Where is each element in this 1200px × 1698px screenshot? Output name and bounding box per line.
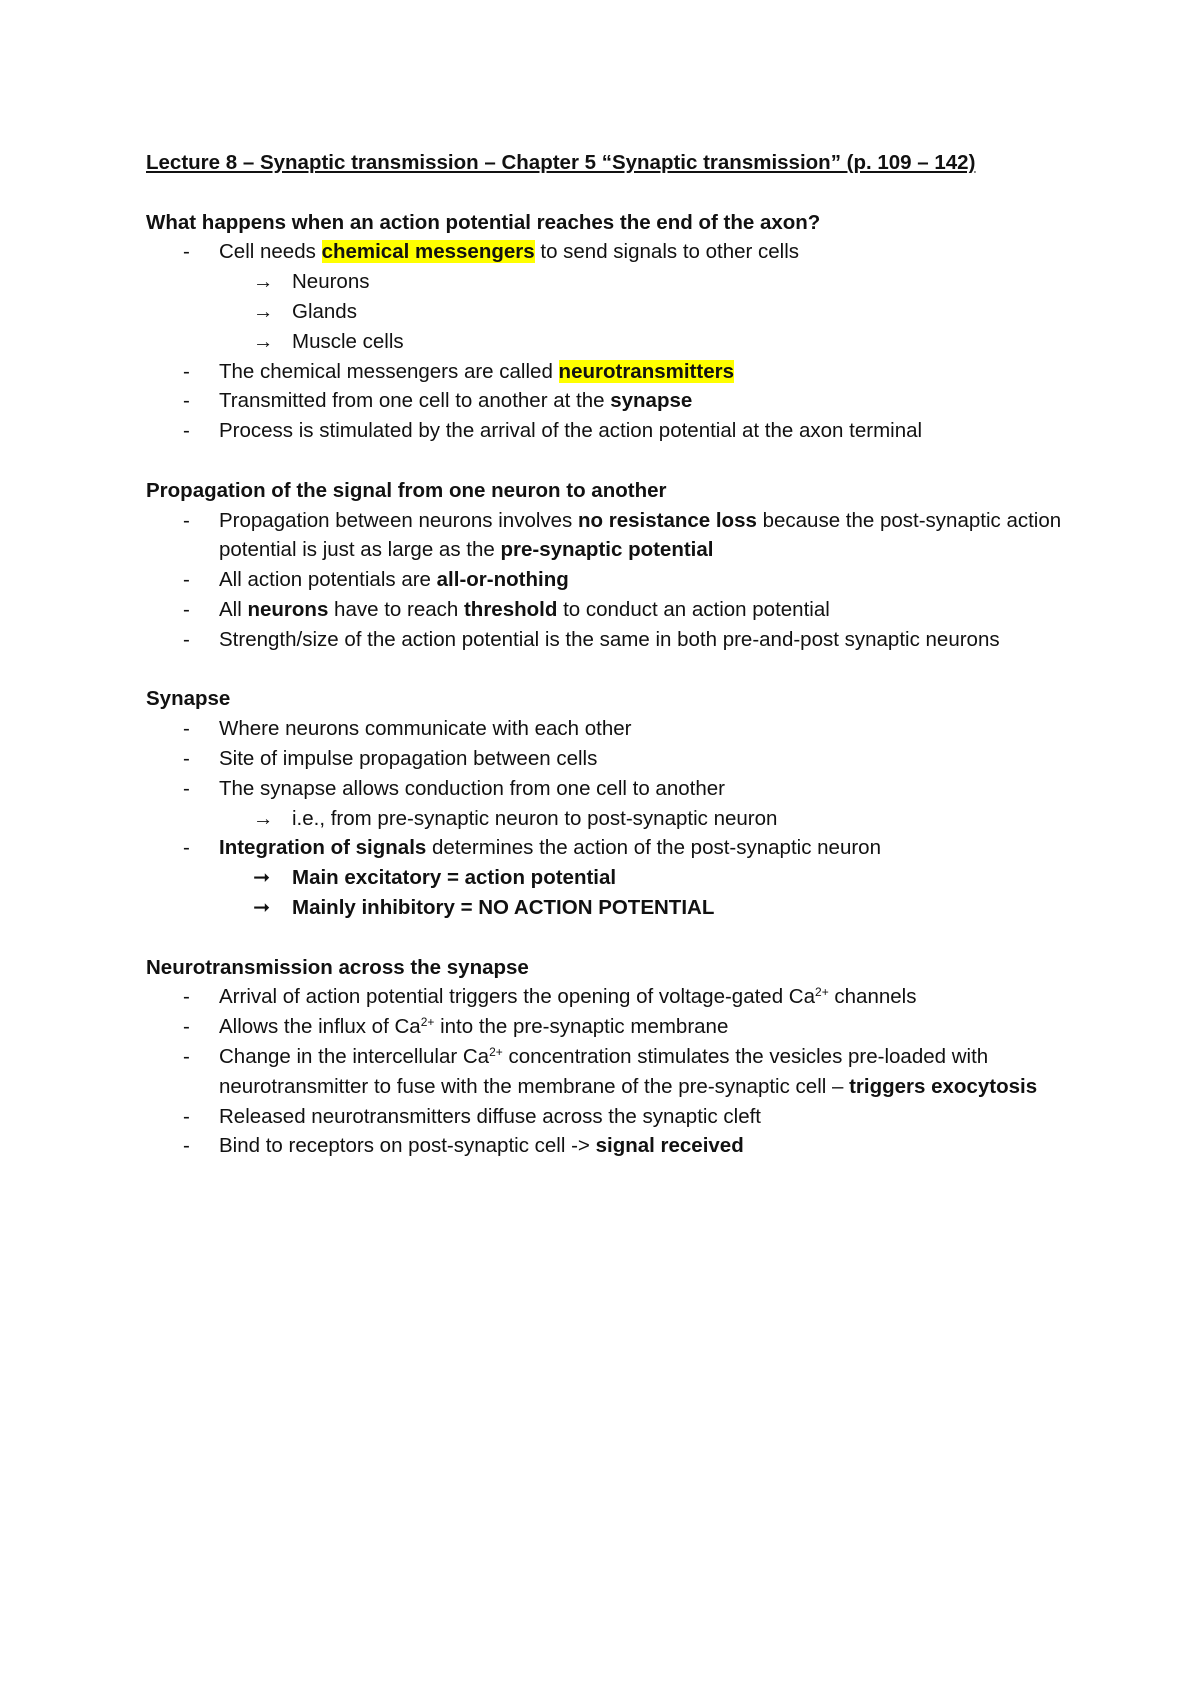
- list-item: [146, 1102, 1076, 1132]
- text-run: Mainly inhibitory = NO ACTION POTENTIAL: [292, 895, 715, 919]
- bold-term: no resistance loss: [578, 508, 757, 532]
- text-run: Site of impulse propagation between cells: [219, 746, 598, 770]
- text-run: Propagation between neurons involves: [219, 508, 578, 532]
- text-run: Main excitatory = action potential: [292, 866, 617, 890]
- text-run: Process is stimulated by the arrival of the action potential at the axon terminal: [219, 419, 923, 443]
- bullet-dash: -: [183, 836, 190, 860]
- ion-charge: 2+: [420, 1015, 435, 1030]
- list-item: [146, 1012, 1076, 1042]
- section-neurotransmission: [146, 953, 1076, 1162]
- list-item: [146, 833, 1076, 863]
- text-run: into the pre-synaptic membrane: [434, 1015, 729, 1039]
- text-run: The chemical messengers are called: [219, 359, 559, 383]
- bold-term: threshold: [463, 597, 558, 621]
- text-run: Bind to receptors on post-synaptic cell ->: [219, 1134, 596, 1158]
- section-action-potential-end: [146, 208, 1076, 446]
- bullet-dash: -: [183, 240, 190, 264]
- bullet-dash: -: [183, 568, 190, 592]
- document-title: Lecture 8 – Synaptic transmission – Chapter 5 “Synaptic transmission” (p. 109 – 142): [146, 151, 976, 174]
- text-run: have to reach: [328, 597, 464, 621]
- text-run: i.e., from pre-synaptic neuron to post-synaptic neuron: [292, 806, 778, 830]
- text-run: All: [219, 597, 248, 621]
- arrow-icon: →: [253, 806, 274, 830]
- bold-term: triggers exocytosis: [849, 1074, 1038, 1098]
- bullet-dash: -: [183, 1015, 190, 1039]
- bold-term: synapse: [610, 389, 693, 413]
- text-run: Glands: [292, 299, 357, 323]
- text-run: channels: [828, 985, 917, 1009]
- text-run: Muscle cells: [292, 329, 404, 353]
- bullet-dash: -: [183, 1134, 190, 1158]
- section-heading: Propagation of the signal from one neuron to another: [146, 478, 667, 502]
- list-item: [146, 595, 1076, 625]
- bullet-dash: -: [183, 359, 190, 383]
- text-run: Strength/size of the action potential is the same in both pre-and-post synaptic neurons: [219, 627, 1000, 651]
- text-run: Change in the intercellular Ca: [219, 1044, 490, 1068]
- list-item: [146, 744, 1076, 774]
- sub-list-item: [146, 267, 1076, 297]
- bold-term: Integration of signals: [219, 836, 427, 860]
- highlighted-term: neurotransmitters: [558, 359, 734, 383]
- text-run: Released neurotransmitters diffuse across the synaptic cleft: [219, 1104, 761, 1128]
- sub-list-item: [146, 327, 1076, 357]
- sub-list-item: [146, 297, 1076, 327]
- text-run: Transmitted from one cell to another at the: [219, 389, 611, 413]
- text-run: to conduct an action potential: [557, 597, 830, 621]
- text-run: because the post-synaptic action potential is just as large as the: [219, 508, 1062, 562]
- list-item: [146, 982, 1076, 1012]
- list-item: [146, 625, 1076, 655]
- bullet-dash: -: [183, 508, 190, 532]
- list-item: [146, 1042, 1076, 1102]
- ion-charge: 2+: [489, 1044, 503, 1059]
- sub-list-item: [146, 863, 1076, 893]
- bullet-dash: -: [183, 717, 190, 741]
- bullet-dash: -: [183, 597, 190, 621]
- text-run: Allows the influx of Ca: [219, 1015, 421, 1039]
- list-item: [146, 774, 1076, 804]
- bullet-dash: -: [183, 1104, 190, 1128]
- section-heading: Neurotransmission across the synapse: [146, 955, 529, 979]
- arrow-icon: →: [253, 329, 274, 353]
- list-item: [146, 565, 1076, 595]
- section-heading: Synapse: [146, 687, 231, 711]
- bold-term: all-or-nothing: [436, 568, 569, 592]
- bullet-dash: -: [183, 1044, 190, 1068]
- bullet-dash: -: [183, 746, 190, 770]
- highlighted-term: chemical messengers: [321, 240, 535, 264]
- text-run: Cell needs: [219, 240, 322, 264]
- list-item: [146, 1131, 1076, 1161]
- bullet-dash: -: [183, 389, 190, 413]
- text-run: Where neurons communicate with each other: [219, 717, 632, 741]
- arrow-icon: →: [253, 270, 274, 294]
- text-run: determines the action of the post-synaptic neuron: [426, 836, 881, 860]
- text-run: concentration stimulates the vesicles pre-loaded with neurotransmitter to fuse with the membrane of the pre-synaptic cell –: [219, 1044, 989, 1098]
- sub-list-item: [146, 804, 1076, 834]
- list-item: [146, 386, 1076, 416]
- document-body: [146, 148, 1076, 1191]
- text-run: Neurons: [292, 270, 370, 294]
- bullet-dash: -: [183, 776, 190, 800]
- bold-arrow-icon: ➞: [253, 866, 271, 890]
- list-item: [146, 416, 1076, 446]
- list-item: [146, 237, 1076, 267]
- bullet-dash: -: [183, 419, 190, 443]
- text-run: Arrival of action potential triggers the opening of voltage-gated Ca: [219, 985, 816, 1009]
- text-run: The synapse allows conduction from one cell to another: [219, 776, 725, 800]
- bold-arrow-icon: ➞: [253, 895, 271, 919]
- section-synapse: [146, 684, 1076, 922]
- text-run: to send signals to other cells: [534, 240, 800, 264]
- arrow-icon: →: [253, 299, 274, 323]
- list-item: [146, 357, 1076, 387]
- bold-term: signal received: [595, 1134, 744, 1158]
- section-signal-propagation: [146, 476, 1076, 655]
- bullet-dash: -: [183, 985, 190, 1009]
- bold-term: pre-synaptic potential: [500, 538, 714, 562]
- section-heading: What happens when an action potential reaches the end of the axon?: [146, 210, 821, 234]
- list-item: [146, 714, 1076, 744]
- text-run: All action potentials are: [219, 568, 437, 592]
- sub-list-item: [146, 893, 1076, 923]
- bold-term: neurons: [247, 597, 329, 621]
- bullet-dash: -: [183, 627, 190, 651]
- ion-charge: 2+: [815, 985, 829, 1000]
- list-item: [146, 506, 1076, 566]
